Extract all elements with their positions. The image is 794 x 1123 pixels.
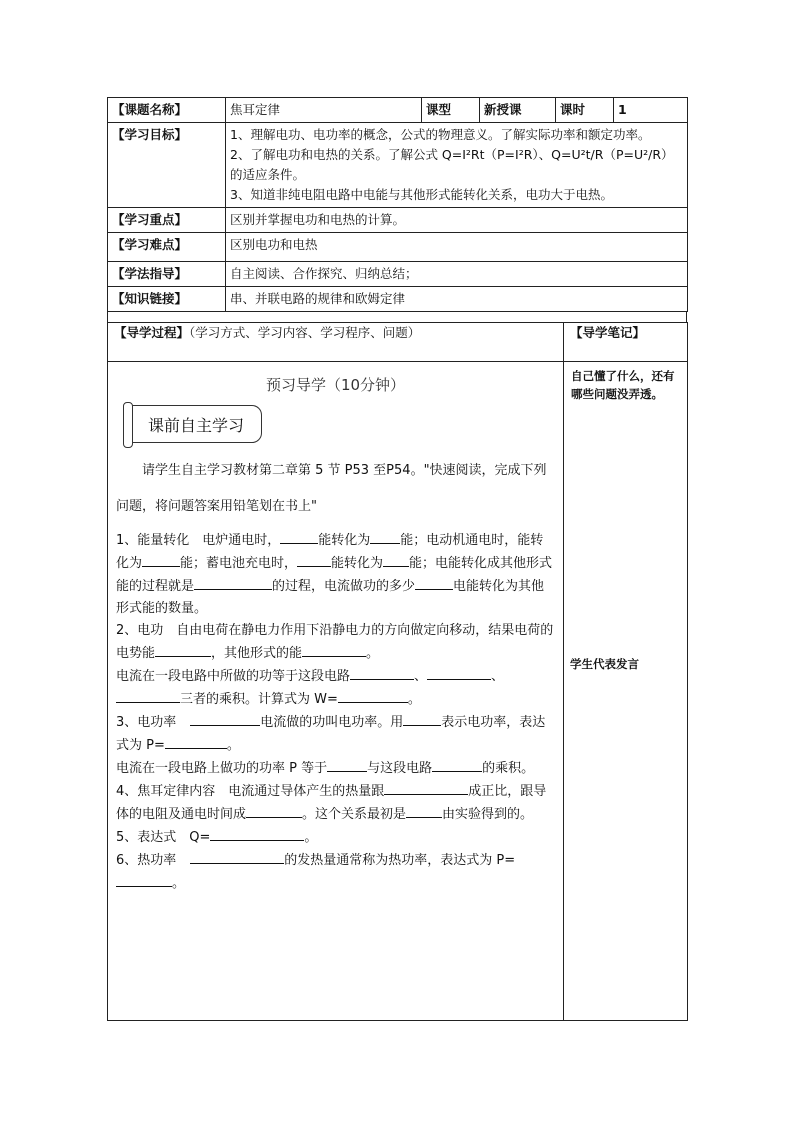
type-label: 课型 xyxy=(422,98,480,123)
answer-blank[interactable] xyxy=(415,575,453,590)
q1-text: 能转化为 xyxy=(331,556,384,571)
question-2 xyxy=(116,620,555,665)
q6-text: 的发热量通常称为热功率，表达式为 P= xyxy=(284,853,516,868)
question-3-cont xyxy=(116,757,555,780)
scroll-banner xyxy=(130,405,262,443)
q2-text: 。 xyxy=(366,646,380,661)
link-label: 【知识链接】 xyxy=(108,287,226,312)
q1-text: 的过程，电流做功的多少 xyxy=(272,579,416,594)
key-label: 【学习重点】 xyxy=(108,208,226,233)
period-label: 课时 xyxy=(556,98,614,123)
goal-item: 2、了解电功和电热的关系。了解公式 Q=I²Rt（P=I²R）、Q=U²t/R（P=U²/R）的适应条件。 xyxy=(230,147,674,182)
process-content xyxy=(108,362,564,1021)
answer-blank[interactable] xyxy=(406,803,442,818)
q4-text: 成正比，跟导体的电阻及通电时间成 xyxy=(116,784,547,822)
process-header xyxy=(108,323,564,362)
process-header-row xyxy=(108,323,688,362)
q2-text: ，其他形式的能 xyxy=(211,646,303,661)
q3-text: 电流在一段电路上做功的功率 P 等于 xyxy=(116,761,328,776)
difficulty-label: 【学习难点】 xyxy=(108,233,226,262)
topic-row xyxy=(108,98,688,123)
key-row xyxy=(108,208,688,233)
q1-text: 能；电能转化成其他形式能的过程就是 xyxy=(116,556,553,594)
q3-text: 电流做的功叫电功率。用 xyxy=(260,715,404,730)
process-label: 【导学过程】 xyxy=(114,325,190,340)
method-value: 自主阅读、合作探究、归纳总结； xyxy=(226,262,688,287)
lesson-info-table xyxy=(107,97,688,312)
answer-blank[interactable] xyxy=(190,711,260,726)
question-3 xyxy=(116,711,555,757)
goals-value xyxy=(226,123,688,208)
answer-blank[interactable] xyxy=(302,642,366,657)
goal-item: 3、知道非纯电阻电路中电能与其他形式能转化关系，电功大于电热。 xyxy=(230,187,613,202)
answer-blank[interactable] xyxy=(194,575,272,590)
topic-value: 焦耳定律 xyxy=(226,98,422,123)
intro-text: 请学生自主学习教材第二章第 5 节 P53 至P54。"快速阅读，完成下列问题，将问题答案用铅笔划在书上" xyxy=(116,463,547,514)
q2-text: 、 xyxy=(491,669,505,684)
key-value: 区别并掌握电功和电热的计算。 xyxy=(226,208,688,233)
period-value: 1 xyxy=(614,98,688,123)
link-row xyxy=(108,287,688,312)
preview-title: 预习导学（10分钟） xyxy=(265,376,406,394)
goals-row xyxy=(108,123,688,208)
q6-text: 6、热功率 xyxy=(116,853,177,868)
q3-text: 的乘积。 xyxy=(482,761,535,776)
answer-blank[interactable] xyxy=(370,529,400,544)
question-5 xyxy=(116,826,555,849)
answer-blank[interactable] xyxy=(142,552,180,567)
link-value: 串、并联电路的规律和欧姆定律 xyxy=(226,287,688,312)
question-4 xyxy=(116,780,555,826)
q2-text: 。 xyxy=(407,692,421,707)
answer-blank[interactable] xyxy=(432,757,482,772)
q3-text: 表示电功率，表达式为 P= xyxy=(116,715,546,753)
q5-text: 5、表达式 Q= xyxy=(116,830,211,845)
q3-text: 3、电功率 xyxy=(116,715,177,730)
notes-prompt: 自己懂了什么，还有哪些问题没弄透。 xyxy=(571,369,675,401)
q2-text: 电流在一段电路中所做的功等于这段电路 xyxy=(116,669,351,684)
q1-text: 能转化为 xyxy=(318,533,371,548)
process-content-row xyxy=(108,362,688,1021)
process-table xyxy=(107,322,688,1021)
notes-header: 【导学笔记】 xyxy=(564,323,688,362)
method-label: 【学法指导】 xyxy=(108,262,226,287)
answer-blank[interactable] xyxy=(384,780,468,795)
answer-blank[interactable] xyxy=(165,734,227,749)
q4-text: 。这个关系最初是 xyxy=(302,807,407,822)
table-gap xyxy=(107,312,687,322)
difficulty-value: 区别电功和电热 xyxy=(226,233,688,262)
q3-text: 。 xyxy=(226,738,240,753)
q4-text: 4、焦耳定律内容 电流通过导体产生的热量跟 xyxy=(116,784,385,799)
process-sub: （学习方式、学习内容、学习程序、问题） xyxy=(189,325,421,340)
answer-blank[interactable] xyxy=(210,826,304,841)
q5-text: 。 xyxy=(304,830,318,845)
answer-blank[interactable] xyxy=(116,872,172,887)
q3-text: 与这段电路 xyxy=(367,761,433,776)
type-value: 新授课 xyxy=(480,98,556,123)
answer-blank[interactable] xyxy=(327,757,367,772)
lesson-sheet xyxy=(107,97,687,1021)
answer-blank[interactable] xyxy=(297,552,331,567)
q2-text: 2、电功 自由电荷在静电力作用下沿静电力的方向做定向移动，结果电荷的电势能 xyxy=(116,623,554,661)
question-2-cont xyxy=(116,665,555,711)
q6-text: 。 xyxy=(172,876,186,891)
goal-item: 1、理解电功、电功率的概念，公式的物理意义。了解实际功率和额定功率。 xyxy=(230,127,651,142)
notes-column xyxy=(564,362,688,1021)
q1-text: 能；电动机通电时，能转化为 xyxy=(116,533,544,571)
question-6 xyxy=(116,849,555,895)
q1-text: 1、能量转化 电炉通电时， xyxy=(116,533,281,548)
notes-representative: 学生代表发言 xyxy=(570,657,639,671)
topic-label: 【课题名称】 xyxy=(108,98,226,123)
q1-text: 电能转化为其他形式能的数量。 xyxy=(116,579,545,616)
answer-blank[interactable] xyxy=(383,552,409,567)
method-row xyxy=(108,262,688,287)
q1-text: 能；蓄电池充电时， xyxy=(180,556,298,571)
answer-blank[interactable] xyxy=(338,688,408,703)
question-1 xyxy=(116,529,555,620)
q2-text: 三者的乘积。计算式为 W= xyxy=(180,692,338,707)
answer-blank[interactable] xyxy=(116,688,180,703)
banner-text: 课前自主学习 xyxy=(147,415,244,435)
answer-blank[interactable] xyxy=(190,849,284,864)
answer-blank[interactable] xyxy=(246,803,302,818)
answer-blank[interactable] xyxy=(155,642,211,657)
answer-blank[interactable] xyxy=(403,711,441,726)
q4-text: 由实验得到的。 xyxy=(442,807,534,822)
answer-blank[interactable] xyxy=(427,665,491,680)
difficulty-row xyxy=(108,233,688,262)
answer-blank[interactable] xyxy=(280,529,318,544)
q2-text: 、 xyxy=(414,669,428,684)
answer-blank[interactable] xyxy=(350,665,414,680)
goals-label: 【学习目标】 xyxy=(108,123,226,208)
